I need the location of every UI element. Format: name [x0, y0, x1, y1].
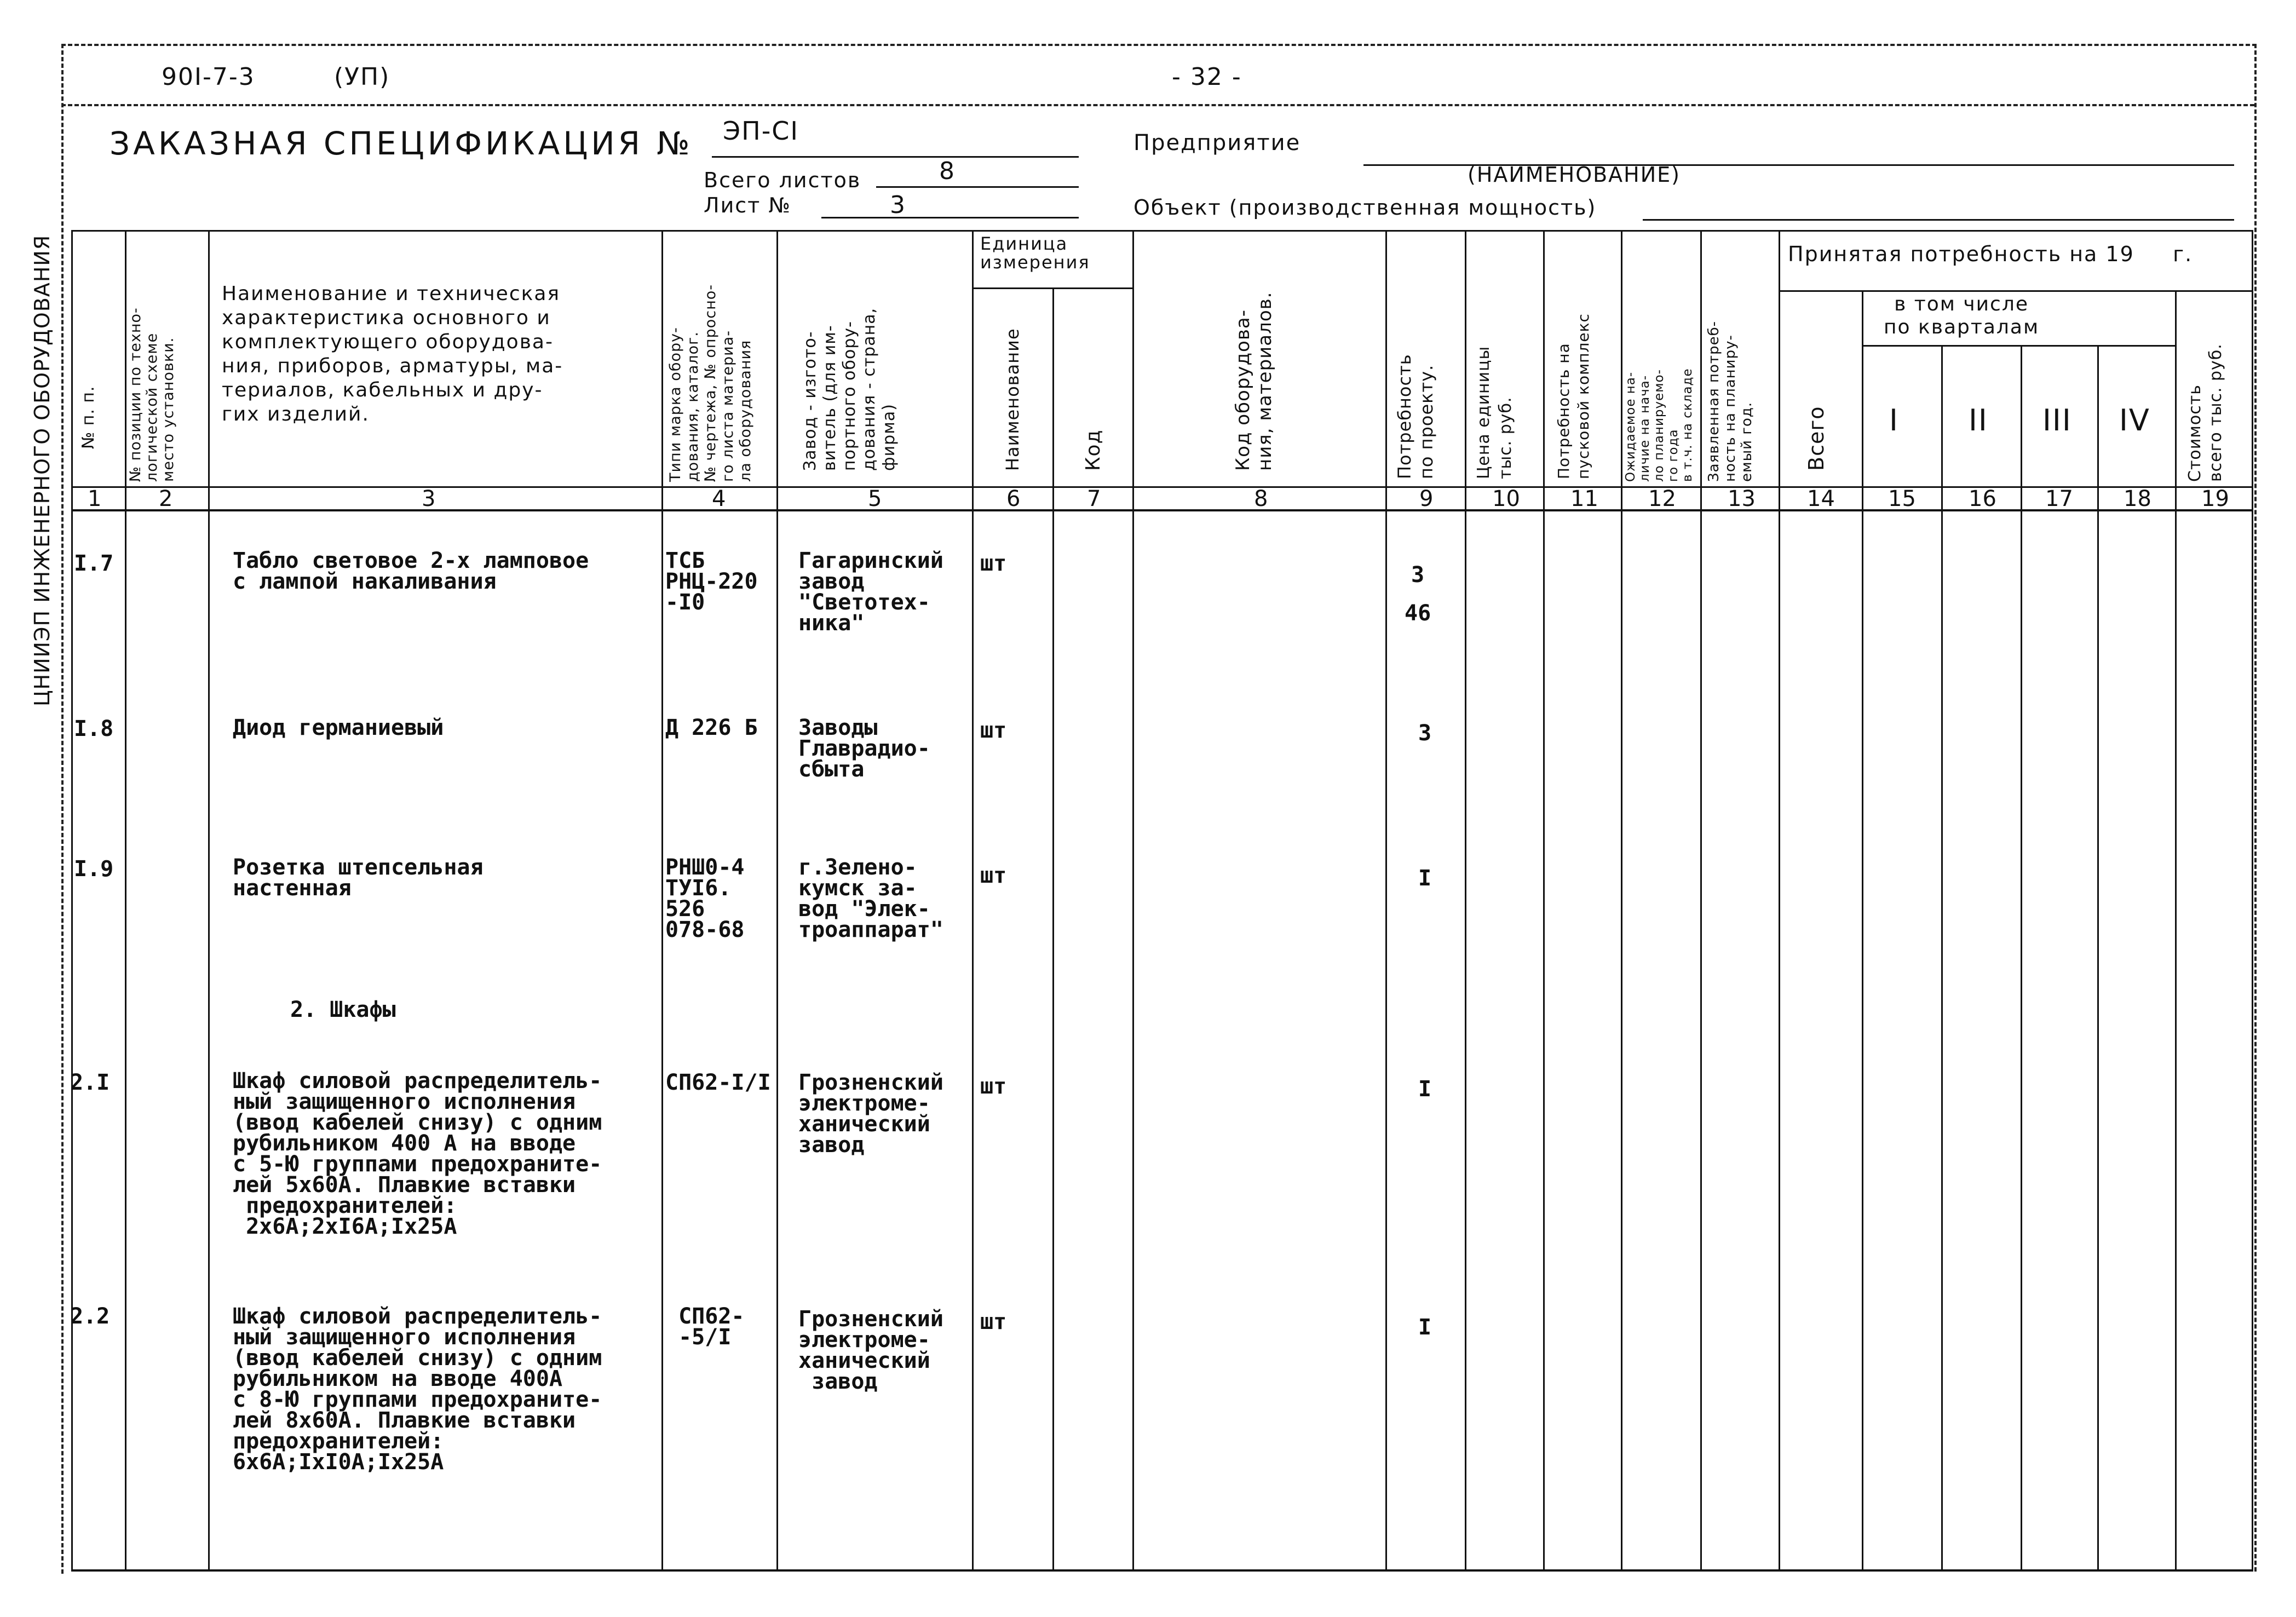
table-row-qty: 3 46 [1405, 562, 1431, 626]
object-underline [1643, 219, 2234, 221]
header-col11: Потребность на пусковой комплекс [1555, 313, 1592, 479]
colnum-top-line [71, 486, 2253, 488]
header-col6: Наименование [1002, 328, 1023, 471]
col-line-7 [1132, 230, 1134, 1572]
colnum-19: 19 [2201, 486, 2229, 511]
col-line-17 [2097, 345, 2099, 1572]
colnum-16: 16 [1969, 486, 1996, 511]
table-row-maker: Заводы Главрадио- сбыта [798, 715, 930, 782]
colnum-13: 13 [1728, 486, 1756, 511]
album-label: (УП) [334, 63, 390, 91]
section-heading: 2. Шкафы [290, 997, 396, 1022]
col-line-14 [1862, 290, 1863, 1572]
colnum-3: 3 [422, 486, 436, 511]
col-line-0 [71, 230, 73, 1572]
table-row-pos: 2.2 [70, 1304, 110, 1329]
spec-number: ЭП-CI [723, 116, 799, 146]
unit-group-line [972, 287, 1132, 289]
col-line-15 [1941, 345, 1943, 1572]
table-row-model: Д 226 Б [665, 715, 758, 740]
colnum-6: 6 [1006, 486, 1021, 511]
colnum-2: 2 [159, 486, 173, 511]
col-line-13 [1779, 230, 1780, 1572]
col-line-18 [2175, 290, 2177, 1572]
table-row-qty: I [1418, 866, 1432, 891]
table-row-name: Диод германиевый [233, 715, 444, 740]
table-row-unit: шт [980, 1074, 1007, 1099]
header-unit-group: Единица измерения [980, 233, 1090, 273]
colnum-bottom-line [71, 509, 2253, 511]
table-row-unit: шт [980, 551, 1007, 576]
table-bottom-line [71, 1569, 2253, 1572]
header-col19: Стоимость всего тыс. руб. [2185, 343, 2225, 482]
colnum-10: 10 [1492, 486, 1520, 511]
spec-number-underline [712, 156, 1079, 158]
header-quarters-group: в том числе по кварталам [1884, 293, 2040, 338]
table-row-maker: Грозненский электроме- ханический завод [798, 1070, 943, 1158]
header-col14: Всего [1804, 406, 1828, 471]
col-line-4 [776, 230, 778, 1572]
table-row-name: Табло световое 2-х ламповое с лампой накаливания [233, 548, 589, 594]
col-line-19 [2252, 230, 2253, 1572]
table-row-unit: шт [980, 863, 1007, 888]
col-line-3 [661, 230, 663, 1572]
doc-code: 90I-7-3 [162, 63, 255, 91]
header-col2: № позиции по техно- логической схеме место установки. [127, 307, 177, 482]
header-col7: Код [1082, 429, 1104, 471]
accepted-group-line [1779, 290, 2253, 292]
col-line-16 [2021, 345, 2022, 1572]
col-line-8 [1385, 230, 1387, 1572]
header-col9: Потребность по проекту. [1394, 354, 1437, 479]
table-row-qty: 3 [1418, 721, 1432, 746]
colnum-7: 7 [1087, 486, 1101, 511]
table-row-unit: шт [980, 1309, 1007, 1334]
total-sheets-label: Всего листов [704, 168, 861, 192]
header-col1: № п. п. [79, 385, 98, 449]
header-q3: III [2042, 403, 2072, 438]
header-col3: Наименование и техническая характеристика основного и комплектующего оборудова- ния, приборов, арматуры, ма- териалов, кабельных и дру- гих изделий. [222, 283, 563, 425]
table-top-line [71, 230, 2253, 232]
sheet-value: 3 [890, 191, 906, 219]
col-line-5 [972, 230, 974, 1572]
table-row-unit: шт [980, 718, 1007, 743]
colnum-1: 1 [88, 486, 102, 511]
sheet-label: Лист № [704, 193, 791, 217]
table-row-qty: I [1418, 1315, 1432, 1340]
col-line-9 [1465, 230, 1466, 1572]
quarters-group-line [1862, 345, 2175, 347]
colnum-11: 11 [1570, 486, 1598, 511]
table-row-maker: Грозненский электроме- ханический завод [798, 1307, 943, 1394]
colnum-12: 12 [1648, 486, 1676, 511]
header-q2: II [1969, 403, 1988, 438]
colnum-18: 18 [2124, 486, 2151, 511]
header-col10: Цена единицы тыс. руб. [1474, 346, 1515, 479]
colnum-17: 17 [2045, 486, 2073, 511]
colnum-8: 8 [1254, 486, 1268, 511]
col-line-1 [125, 230, 126, 1572]
page-number: - 32 - [1172, 63, 1242, 91]
enterprise-caption: (НАИМЕНОВАНИЕ) [1468, 163, 1681, 187]
col-line-10 [1543, 230, 1545, 1572]
header-col5: Завод - изгото- витель (для им- портного обору- дования - страна, фирма) [801, 307, 899, 471]
side-label: ЦНИИЭП ИНЖЕНЕРНОГО ОБОРУДОВАНИЯ [30, 234, 54, 706]
table-row-name: Шкаф силовой распределитель- ный защищенного исполнения (ввод кабелей снизу) с одним рубильником на вводе 400А с 8-Ю группами предохраните- лей 8х60А. Плавкие вставки предохранителей: 6х6А;IхI0А;Iх25А [233, 1304, 602, 1475]
col-line-11 [1621, 230, 1622, 1572]
col-line-12 [1700, 230, 1702, 1572]
colnum-9: 9 [1419, 486, 1434, 511]
total-sheets-value: 8 [939, 157, 956, 185]
total-sheets-underline [876, 186, 1079, 188]
enterprise-label: Предприятие [1133, 130, 1301, 156]
header-col12: Ожидаемое на- личие на нача- ло планируемо- го года в т.ч. на складе [1624, 368, 1695, 482]
table-row-model: РНШ0-4 ТУI6. 526 078-68 [665, 855, 745, 942]
table-row-pos: 2.I [70, 1070, 110, 1095]
table-row-qty: I [1418, 1077, 1432, 1102]
header-rule [61, 104, 2254, 106]
col-line-6 [1052, 287, 1054, 1572]
right-rule [2254, 44, 2257, 1572]
spec-title: ЗАКАЗНАЯ СПЕЦИФИКАЦИЯ № [110, 125, 693, 162]
col-line-2 [208, 230, 210, 1572]
header-accepted-group: Принятая потребность на 19 г. [1788, 242, 2193, 266]
header-col4: Типи марка обору- дования, каталог. № чертежа, № опросно- го листа материа- ла оборудования [667, 284, 754, 482]
colnum-14: 14 [1807, 486, 1835, 511]
table-row-pos: I.7 [74, 551, 114, 576]
table-row-model: СП62- -5/I [678, 1304, 745, 1350]
table-row-pos: I.8 [74, 716, 114, 741]
sheet-underline [821, 217, 1079, 218]
header-col8: Код оборудова- ния, материалов. [1232, 291, 1276, 471]
colnum-4: 4 [712, 486, 726, 511]
object-label: Объект (производственная мощность) [1133, 195, 1597, 220]
table-row-pos: I.9 [74, 856, 114, 882]
header-q4: IV [2119, 403, 2150, 438]
table-row-model: ТСБ РНЦ-220 -I0 [665, 548, 758, 615]
header-q1: I [1889, 403, 1899, 438]
colnum-5: 5 [868, 486, 882, 511]
table-row-maker: г.Зелено- кумск за- вод "Элек- троаппарат" [798, 855, 943, 942]
colnum-15: 15 [1888, 486, 1916, 511]
table-row-maker: Гагаринский завод "Светотех- ника" [798, 548, 943, 636]
table-row-name: Шкаф силовой распределитель- ный защищенного исполнения (ввод кабелей снизу) с одним рубильником 400 А на вводе с 5-Ю группами предохраните- лей 5х60А. Плавкие вставки предохранителей: 2х6А;2хI6А;Iх25А [233, 1068, 602, 1239]
header-col13: Заявленная потреб- ность на планиру- емый год. [1706, 321, 1755, 482]
table-row-name: Розетка штепсельная настенная [233, 855, 484, 901]
table-row-model: СП62-I/I [665, 1070, 771, 1095]
